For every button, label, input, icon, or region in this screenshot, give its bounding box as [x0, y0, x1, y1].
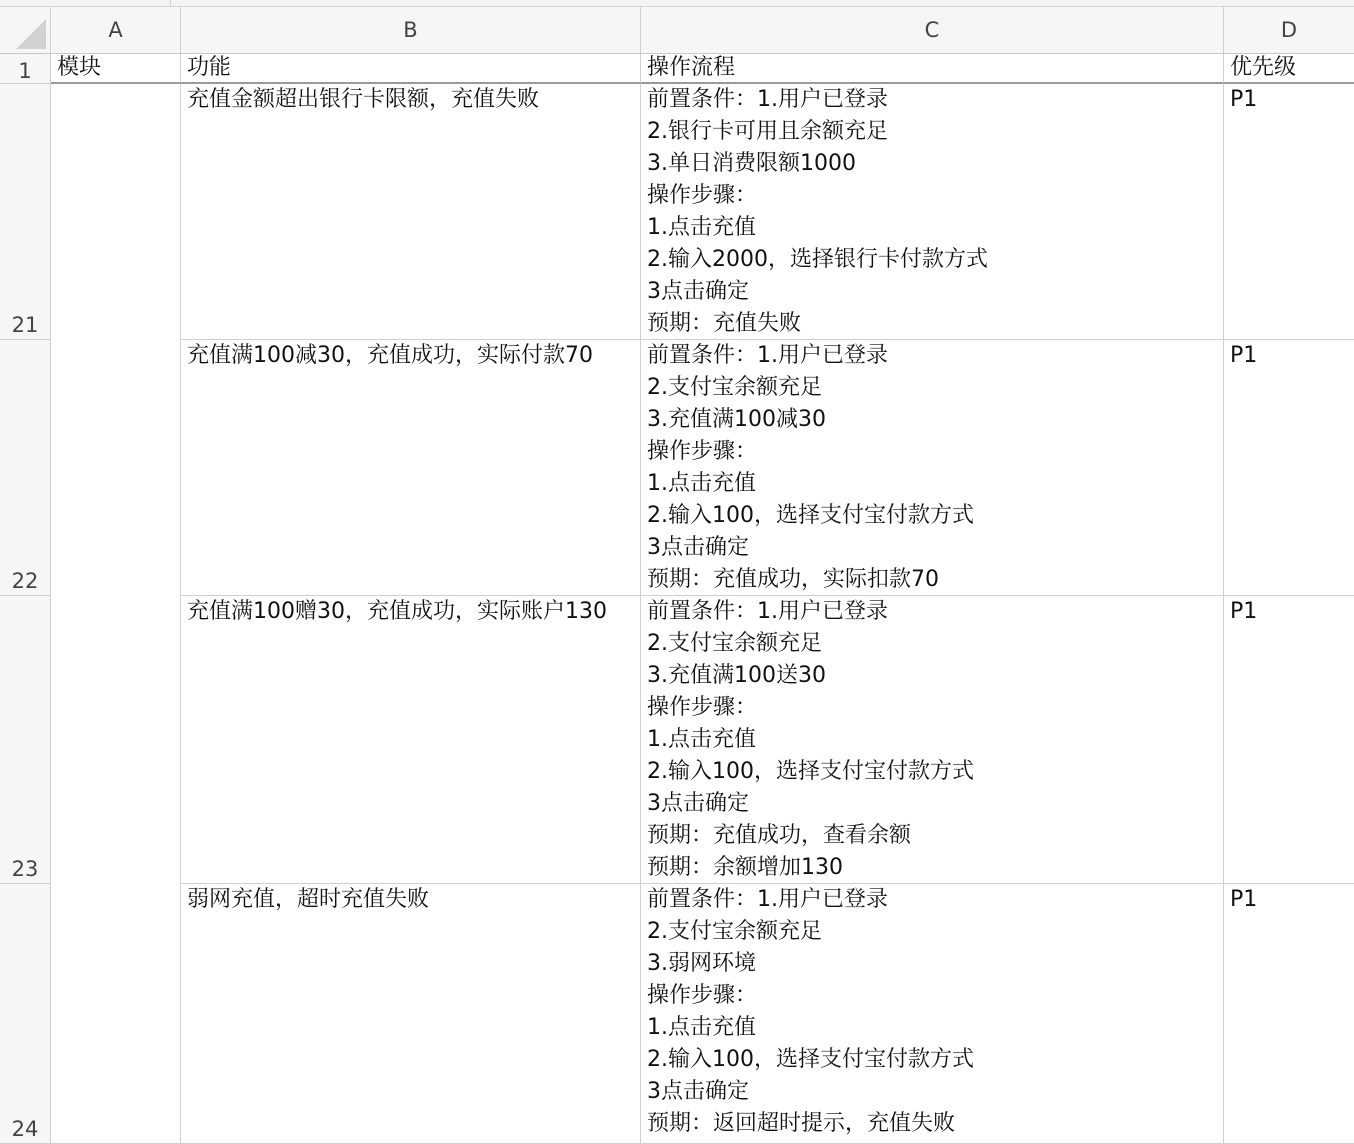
priority-text: P1 — [1230, 87, 1258, 112]
flow-line: 操作步骤： — [647, 439, 758, 464]
flow-line: 1.点击充值 — [647, 215, 756, 240]
row-number: 24 — [11, 1117, 39, 1141]
row-header-22[interactable] — [0, 340, 51, 596]
flow-line: 3点击确定 — [647, 279, 749, 304]
flow-line: 操作步骤： — [647, 983, 758, 1008]
priority-text: P1 — [1230, 343, 1258, 368]
flow-line: 1.点击充值 — [647, 471, 756, 496]
select-all-triangle-icon — [16, 19, 46, 49]
column-header-c[interactable]: C — [641, 7, 1224, 53]
cell-d22-priority[interactable] — [1224, 340, 1354, 596]
cell-c1-flow-header[interactable]: 操作流程 — [641, 54, 1224, 84]
cell-d21-priority[interactable] — [1224, 84, 1354, 340]
flow-line: 1.点击充值 — [647, 1015, 756, 1040]
cell-b1-function-header[interactable]: 功能 — [181, 54, 641, 84]
flow-line: 2.输入100，选择支付宝付款方式 — [647, 1047, 974, 1072]
cell-a-module-merged[interactable] — [51, 84, 181, 1144]
row-number: 1 — [18, 59, 32, 83]
function-text: 充值满100赠30，充值成功，实际账户130 — [187, 599, 607, 624]
formula-bar-divider — [170, 0, 171, 6]
cell-b24-function[interactable] — [181, 884, 641, 1144]
flow-line: 前置条件：1.用户已登录 — [647, 87, 888, 112]
row-number: 21 — [11, 313, 39, 337]
flow-line: 3点击确定 — [647, 791, 749, 816]
flow-line: 预期：充值失败 — [647, 311, 802, 336]
cell-d1-priority-header[interactable]: 优先级 — [1224, 54, 1354, 84]
flow-line: 1.点击充值 — [647, 727, 756, 752]
cell-d23-priority[interactable] — [1224, 596, 1354, 884]
flow-line: 2.输入100，选择支付宝付款方式 — [647, 503, 974, 528]
row-header-23[interactable] — [0, 596, 51, 884]
function-text: 充值满100减30，充值成功，实际付款70 — [187, 343, 593, 368]
flow-line: 操作步骤： — [647, 695, 758, 720]
flow-line: 预期：余额增加130 — [647, 855, 843, 880]
cell-b21-function[interactable] — [181, 84, 641, 340]
cell-b22-function[interactable] — [181, 340, 641, 596]
flow-line: 3.单日消费限额1000 — [647, 151, 856, 176]
flow-line: 3.充值满100减30 — [647, 407, 826, 432]
flow-line: 2.输入2000，选择银行卡付款方式 — [647, 247, 988, 272]
formula-bar-edge — [0, 0, 1354, 7]
flow-line: 前置条件：1.用户已登录 — [647, 887, 888, 912]
function-text: 充值金额超出银行卡限额，充值失败 — [187, 87, 540, 112]
select-all-corner[interactable] — [0, 7, 51, 53]
flow-line: 2.输入100，选择支付宝付款方式 — [647, 759, 974, 784]
cell-d24-priority[interactable] — [1224, 884, 1354, 1144]
flow-line: 2.支付宝余额充足 — [647, 631, 822, 656]
flow-line: 前置条件：1.用户已登录 — [647, 599, 888, 624]
cell-c22-flow[interactable] — [641, 340, 1224, 596]
flow-line: 3点击确定 — [647, 1079, 749, 1104]
row-header-21[interactable] — [0, 84, 51, 340]
flow-line: 3点击确定 — [647, 535, 749, 560]
cell-c21-flow[interactable] — [641, 84, 1224, 340]
flow-line: 2.支付宝余额充足 — [647, 375, 822, 400]
cell-c23-flow[interactable] — [641, 596, 1224, 884]
flow-line: 3.充值满100送30 — [647, 663, 826, 688]
cell-c24-flow[interactable] — [641, 884, 1224, 1144]
column-header-row — [0, 7, 1354, 54]
priority-text: P1 — [1230, 887, 1258, 912]
flow-line: 3.弱网环境 — [647, 951, 756, 976]
row-number: 22 — [11, 569, 39, 593]
column-header-b[interactable]: B — [181, 7, 641, 53]
cell-a1-module-header[interactable]: 模块 — [51, 54, 181, 84]
cell-b23-function[interactable] — [181, 596, 641, 884]
flow-line: 预期：充值成功，实际扣款70 — [647, 567, 939, 592]
flow-line: 操作步骤： — [647, 183, 758, 208]
row-header-1[interactable] — [0, 54, 51, 84]
flow-line: 前置条件：1.用户已登录 — [647, 343, 888, 368]
flow-line: 预期：充值成功，查看余额 — [647, 823, 912, 848]
row-number: 23 — [11, 857, 39, 881]
row-header-24[interactable] — [0, 884, 51, 1144]
priority-text: P1 — [1230, 599, 1258, 624]
column-header-a[interactable]: A — [51, 7, 181, 53]
flow-line: 预期：返回超时提示，充值失败 — [647, 1111, 956, 1136]
flow-line: 2.银行卡可用且余额充足 — [647, 119, 888, 144]
column-header-d[interactable]: D — [1280, 18, 1298, 42]
flow-line: 2.支付宝余额充足 — [647, 919, 822, 944]
function-text: 弱网充值，超时充值失败 — [187, 887, 430, 912]
